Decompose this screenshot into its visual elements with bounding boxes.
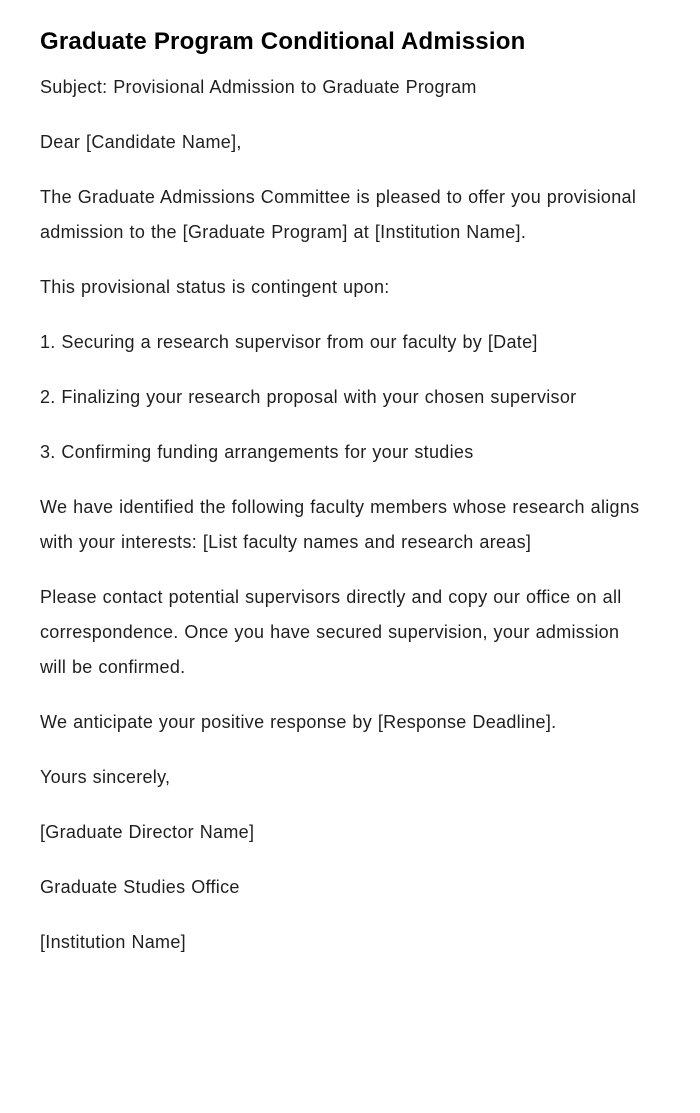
- condition-item-3: 3. Confirming funding arrangements for your studies: [40, 442, 474, 462]
- intro-paragraph: The Graduate Admissions Committee is pleased to offer you provisional admission to the [Graduate Program] at [Institution Name].: [40, 187, 637, 242]
- response-deadline-paragraph: We anticipate your positive response by [Response Deadline].: [40, 712, 557, 732]
- condition-item-2: 2. Finalizing your research proposal with your chosen supervisor: [40, 387, 577, 407]
- signature-institution: [Institution Name]: [40, 932, 186, 952]
- signature-office: Graduate Studies Office: [40, 877, 240, 897]
- signature-director-name: [Graduate Director Name]: [40, 822, 255, 842]
- faculty-list-paragraph: We have identified the following faculty members whose research aligns with your interests: [List faculty names and research areas]: [40, 497, 640, 552]
- condition-item-1: 1. Securing a research supervisor from our faculty by [Date]: [40, 332, 538, 352]
- closing-salutation: Yours sincerely,: [40, 767, 171, 787]
- subject-line: Subject: Provisional Admission to Graduate Program: [40, 77, 477, 97]
- conditions-intro: This provisional status is contingent upon:: [40, 277, 390, 297]
- page-title: Graduate Program Conditional Admission: [40, 28, 526, 55]
- salutation: Dear [Candidate Name],: [40, 132, 242, 152]
- contact-instructions-paragraph: Please contact potential supervisors directly and copy our office on all correspondence. Once you have secured supervision, your admission will be confirmed.: [40, 587, 622, 677]
